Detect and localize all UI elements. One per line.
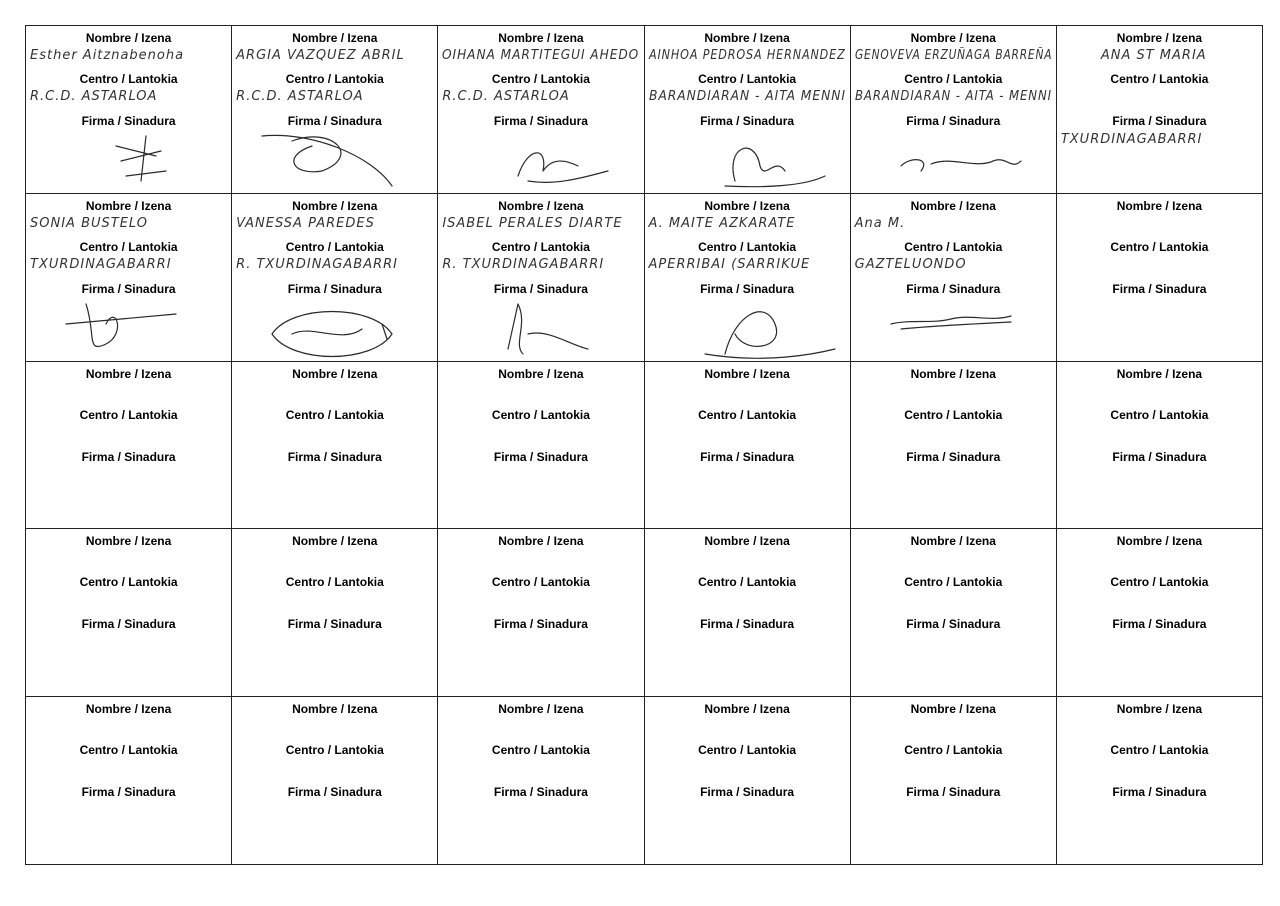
name-label: Nombre / Izena [1116, 31, 1203, 45]
signature-cell [645, 26, 851, 194]
signature-cell [438, 697, 644, 865]
center-label: Centro / Lantokia [79, 743, 178, 758]
handwritten-name: SONIA BUSTELO [30, 215, 148, 231]
signature-icon [458, 294, 638, 358]
signature-cell [851, 697, 1057, 865]
center-label: Centro / Lantokia [491, 239, 590, 254]
signature-cell [1057, 529, 1263, 697]
center-label: Centro / Lantokia [1110, 72, 1209, 86]
signature-cell [851, 26, 1057, 194]
name-label: Nombre / Izena [85, 702, 172, 717]
signature-label: Firma / Sinadura [287, 281, 382, 296]
center-label: Centro / Lantokia [904, 575, 1003, 590]
name-label: Nombre / Izena [85, 534, 172, 549]
center-label: Centro / Lantokia [79, 575, 178, 590]
signature-grid [25, 25, 1263, 865]
handwritten-center: GAZTELUONDO [854, 256, 967, 272]
signature-label: Firma / Sinadura [906, 785, 1001, 800]
name-label: Nombre / Izena [292, 702, 378, 717]
signature-label: Firma / Sinadura [906, 281, 1001, 296]
center-label: Centro / Lantokia [1110, 239, 1209, 254]
signature-icon [252, 294, 432, 358]
handwritten-name: Esther Aitznabenoha [30, 48, 185, 63]
signature-label: Firma / Sinadura [287, 114, 382, 128]
handwritten-name: VANESSA PAREDES [236, 215, 375, 231]
signature-cell [26, 194, 232, 362]
name-label: Nombre / Izena [85, 366, 172, 381]
name-label: Nombre / Izena [1116, 534, 1203, 549]
signature-cell [438, 194, 644, 362]
signature-icon [46, 294, 226, 358]
handwritten-name: GENOVEVA ERZUÑAGA BARREÑA [854, 48, 1052, 63]
signature-label: Firma / Sinadura [906, 449, 1001, 464]
name-label: Nombre / Izena [498, 702, 584, 717]
signature-cell [438, 26, 644, 194]
center-label: Centro / Lantokia [698, 72, 797, 86]
signature-label: Firma / Sinadura [1112, 617, 1207, 632]
name-label: Nombre / Izena [1116, 198, 1203, 213]
signature-label: Firma / Sinadura [81, 617, 176, 632]
signature-cell [438, 529, 644, 697]
name-label: Nombre / Izena [1116, 702, 1203, 717]
center-label: Centro / Lantokia [698, 743, 797, 758]
signature-icon [665, 294, 845, 358]
name-label: Nombre / Izena [292, 198, 378, 213]
center-label: Centro / Lantokia [79, 239, 178, 254]
handwritten-center: R.C.D. ASTARLOA [236, 89, 364, 104]
signature-cell [26, 26, 232, 194]
name-label: Nombre / Izena [704, 534, 790, 549]
name-label: Nombre / Izena [704, 702, 790, 717]
signature-cell [232, 529, 438, 697]
signature-label: Firma / Sinadura [1112, 114, 1207, 128]
signature-cell [232, 697, 438, 865]
signature-icon [46, 126, 226, 190]
signature-label: Firma / Sinadura [700, 281, 795, 296]
name-label: Nombre / Izena [85, 198, 172, 213]
center-label: Centro / Lantokia [79, 72, 178, 86]
signature-cell [26, 529, 232, 697]
signature-icon [871, 126, 1051, 190]
center-label: Centro / Lantokia [491, 575, 590, 590]
signature-label: Firma / Sinadura [493, 281, 588, 296]
handwritten-name: A. MAITE AZKARATE [648, 215, 796, 231]
handwritten-center: R.C.D. ASTARLOA [30, 89, 158, 104]
signature-label: Firma / Sinadura [287, 449, 382, 464]
handwritten-name: OIHANA MARTITEGUI AHEDO [442, 48, 640, 63]
signature-cell [26, 362, 232, 530]
signature-label: Firma / Sinadura [700, 785, 795, 800]
signature-cell [232, 194, 438, 362]
name-label: Nombre / Izena [1116, 366, 1203, 381]
signature-label: Firma / Sinadura [700, 617, 795, 632]
signature-icon [871, 294, 1051, 358]
name-label: Nombre / Izena [292, 366, 378, 381]
signature-label: Firma / Sinadura [81, 114, 176, 128]
center-label: Centro / Lantokia [904, 239, 1003, 254]
center-label: Centro / Lantokia [285, 575, 384, 590]
center-label: Centro / Lantokia [285, 743, 384, 758]
handwritten-name: ANA ST MARIA [1100, 48, 1207, 63]
signature-label: Firma / Sinadura [906, 617, 1001, 632]
center-label: Centro / Lantokia [1110, 743, 1209, 758]
center-label: Centro / Lantokia [698, 407, 797, 422]
center-label: Centro / Lantokia [491, 72, 590, 86]
center-label: Centro / Lantokia [491, 743, 590, 758]
name-label: Nombre / Izena [910, 702, 996, 717]
signature-cell [645, 529, 851, 697]
handwritten-center: TXURDINAGABARRI [1060, 132, 1203, 147]
center-label: Centro / Lantokia [285, 72, 384, 86]
name-label: Nombre / Izena [704, 31, 790, 45]
signature-label: Firma / Sinadura [700, 114, 795, 128]
handwritten-center: BARANDIARAN - AITA MENNI [648, 89, 846, 104]
signature-cell [851, 194, 1057, 362]
name-label: Nombre / Izena [910, 366, 996, 381]
center-label: Centro / Lantokia [285, 407, 384, 422]
name-label: Nombre / Izena [704, 366, 790, 381]
signature-cell [232, 362, 438, 530]
center-label: Centro / Lantokia [904, 743, 1003, 758]
handwritten-center: TXURDINAGABARRI [30, 256, 172, 272]
center-label: Centro / Lantokia [904, 72, 1003, 86]
center-label: Centro / Lantokia [1110, 407, 1209, 422]
handwritten-name: Ana M. [854, 215, 906, 231]
name-label: Nombre / Izena [704, 198, 790, 213]
signature-cell [26, 697, 232, 865]
name-label: Nombre / Izena [910, 534, 996, 549]
signature-cell [851, 529, 1057, 697]
center-label: Centro / Lantokia [491, 407, 590, 422]
signature-label: Firma / Sinadura [81, 281, 176, 296]
signature-label: Firma / Sinadura [493, 114, 588, 128]
signature-cell [851, 362, 1057, 530]
signature-icon [458, 126, 638, 190]
attendance-sheet [25, 25, 1263, 865]
center-label: Centro / Lantokia [698, 575, 797, 590]
handwritten-name: AINHOA PEDROSA HERNANDEZ [648, 48, 846, 63]
signature-label: Firma / Sinadura [81, 449, 176, 464]
name-label: Nombre / Izena [910, 31, 996, 45]
signature-label: Firma / Sinadura [287, 617, 382, 632]
handwritten-center: R. TXURDINAGABARRI [442, 256, 605, 272]
name-label: Nombre / Izena [292, 534, 378, 549]
signature-label: Firma / Sinadura [493, 449, 588, 464]
signature-label: Firma / Sinadura [493, 617, 588, 632]
signature-cell [1057, 362, 1263, 530]
name-label: Nombre / Izena [498, 31, 584, 45]
signature-label: Firma / Sinadura [906, 114, 1001, 128]
signature-label: Firma / Sinadura [1112, 785, 1207, 800]
signature-cell [438, 362, 644, 530]
name-label: Nombre / Izena [498, 366, 584, 381]
signature-cell [1057, 194, 1263, 362]
signature-cell [232, 26, 438, 194]
center-label: Centro / Lantokia [1110, 575, 1209, 590]
name-label: Nombre / Izena [910, 198, 996, 213]
signature-label: Firma / Sinadura [1112, 281, 1207, 296]
handwritten-center: R.C.D. ASTARLOA [442, 89, 570, 104]
handwritten-name: ARGIA VAZQUEZ ABRIL [236, 48, 405, 63]
signature-cell [645, 194, 851, 362]
name-label: Nombre / Izena [498, 534, 584, 549]
signature-icon [252, 126, 432, 190]
signature-label: Firma / Sinadura [493, 785, 588, 800]
signature-icon [665, 126, 845, 190]
signature-cell [1057, 697, 1263, 865]
handwritten-name: ISABEL PERALES DIARTE [442, 215, 623, 231]
signature-label: Firma / Sinadura [287, 785, 382, 800]
center-label: Centro / Lantokia [904, 407, 1003, 422]
handwritten-center: APERRIBAI (SARRIKUE [648, 256, 811, 272]
signature-label: Firma / Sinadura [700, 449, 795, 464]
name-label: Nombre / Izena [85, 31, 172, 45]
name-label: Nombre / Izena [292, 31, 378, 45]
name-label: Nombre / Izena [498, 198, 584, 213]
center-label: Centro / Lantokia [698, 239, 797, 254]
signature-label: Firma / Sinadura [1112, 449, 1207, 464]
center-label: Centro / Lantokia [79, 407, 178, 422]
handwritten-center: BARANDIARAN - AITA - MENNI [854, 89, 1052, 104]
signature-cell [645, 697, 851, 865]
center-label: Centro / Lantokia [285, 239, 384, 254]
signature-cell [1057, 26, 1263, 194]
signature-label: Firma / Sinadura [81, 785, 176, 800]
signature-cell [645, 362, 851, 530]
handwritten-center: R. TXURDINAGABARRI [236, 256, 398, 272]
